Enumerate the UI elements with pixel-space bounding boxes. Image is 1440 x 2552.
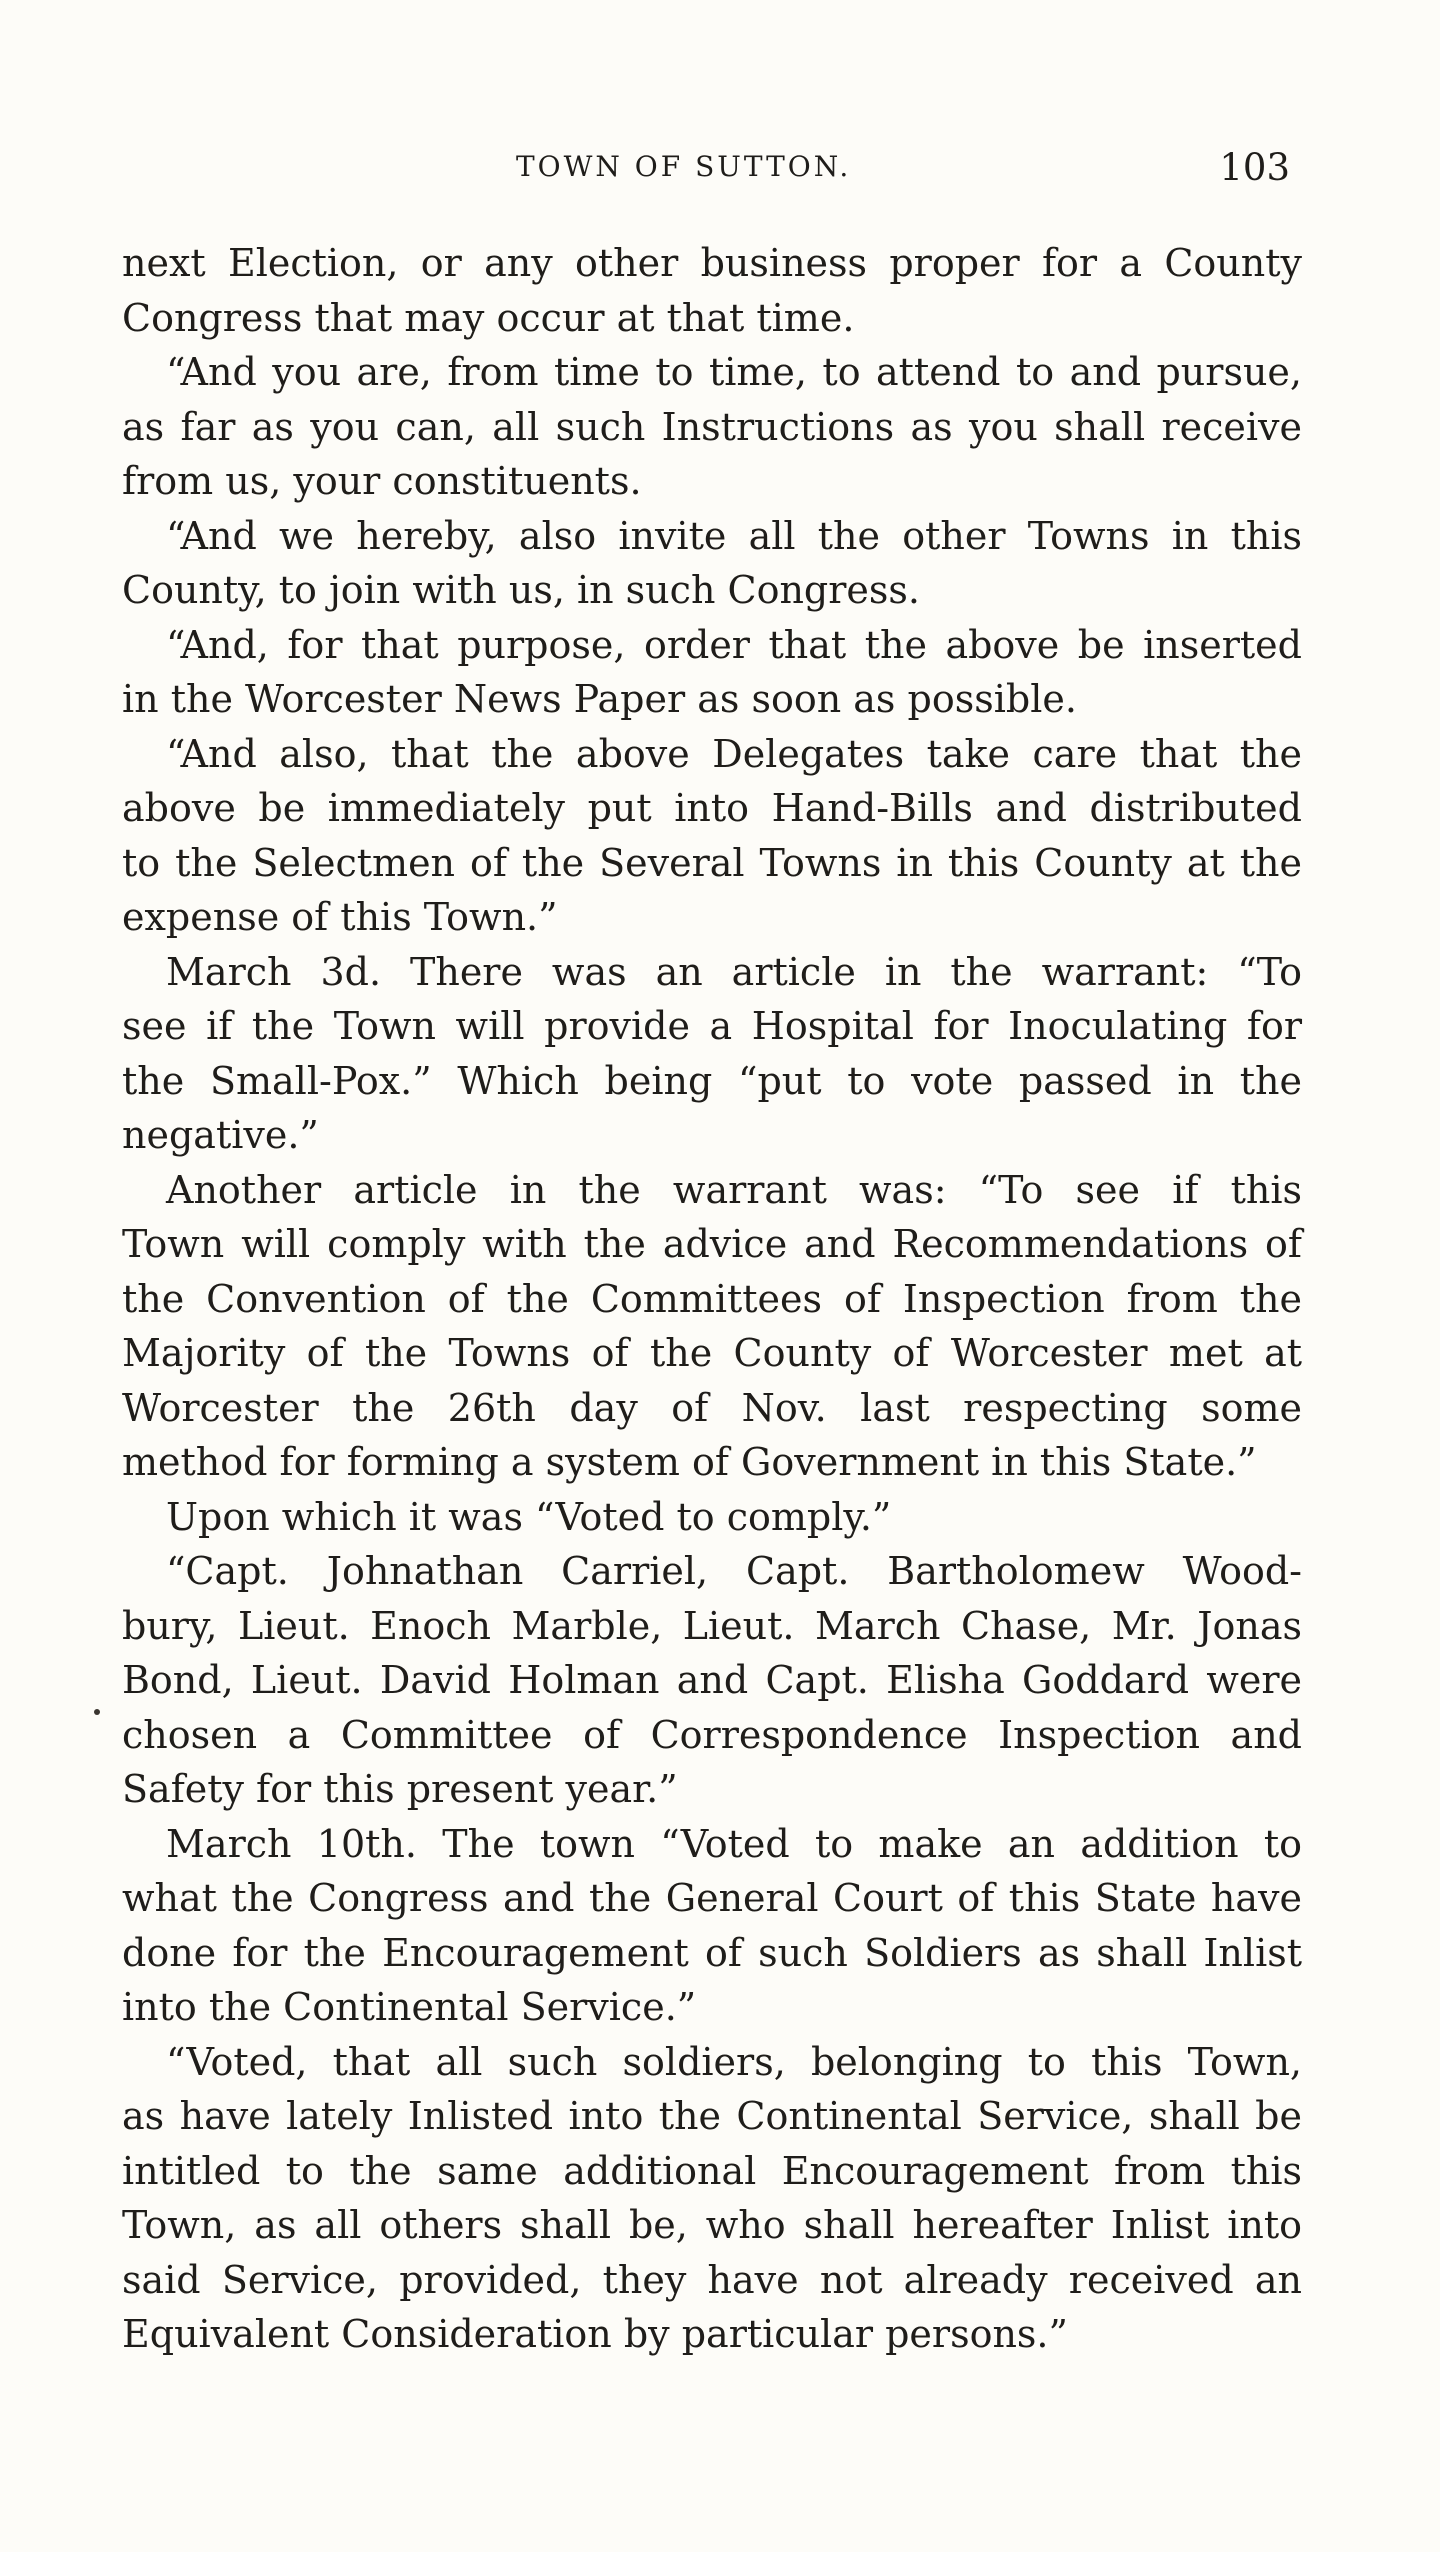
text-line: “And you are, from time to time, to attend to and pursue, (166, 350, 1302, 394)
text-line: above be immediately put into Hand-Bills and distributed (122, 786, 1302, 830)
text-line: March 3d. There was an article in the warrant: “To (166, 949, 1302, 994)
text-line: Congress that may occur at that time. (122, 295, 855, 340)
text-line: Town will comply with the advice and Recommendations of (122, 1222, 1302, 1266)
text-line: the Small-Pox.” Which being “put to vote passed in the (122, 1058, 1302, 1103)
text-line: from us, your constituents. (122, 459, 642, 503)
text-line: said Service, provided, they have not already received an (122, 2257, 1302, 2302)
text-line: as far as you can, all such Instructions as you shall receive (122, 404, 1302, 449)
text-line: intitled to the same additional Encouragement from this (122, 2148, 1302, 2193)
text-line: March 10th. The town “Voted to make an addition to (166, 1821, 1302, 1866)
margin-mark (94, 1709, 100, 1715)
text-line: in the Worcester News Paper as soon as possible. (122, 677, 1077, 721)
text-line: see if the Town will provide a Hospital for Inoculating for (122, 1004, 1302, 1048)
text-line: done for the Encouragement of such Soldiers as shall Inlist (122, 1930, 1302, 1975)
text-line: “And, for that purpose, order that the above be inserted (166, 622, 1302, 667)
text-line: Worcester the 26th day of Nov. last respecting some (122, 1385, 1302, 1430)
body-text (122, 236, 1302, 2362)
text-line: Safety for this present year.” (122, 1767, 678, 1811)
text-line: Equivalent Consideration by particular persons.” (122, 2312, 1068, 2356)
text-line: expense of this Town.” (122, 895, 558, 939)
text-line: Bond, Lieut. David Holman and Capt. Elisha Goddard were (122, 1658, 1302, 1702)
text-line: what the Congress and the General Court of this State have (122, 1876, 1302, 1920)
text-line: chosen a Committee of Correspondence Inspection and (122, 1712, 1302, 1757)
text-line: bury, Lieut. Enoch Marble, Lieut. March Chase, Mr. Jonas (122, 1603, 1302, 1648)
running-title: TOWN OF SUTTON. (516, 150, 852, 183)
text-line: County, to join with us, in such Congress. (122, 568, 920, 612)
text-line: Upon which it was “Voted to comply.” (166, 1494, 892, 1539)
text-line: next Election, or any other business proper for a County (122, 241, 1302, 285)
text-line: negative.” (122, 1113, 319, 1157)
text-line: Majority of the Towns of the County of Worcester met at (122, 1331, 1302, 1375)
text-line: “Voted, that all such soldiers, belonging to this Town, (166, 2039, 1302, 2084)
text-line: Town, as all others shall be, who shall hereafter Inlist into (122, 2203, 1302, 2247)
text-line: into the Continental Service.” (122, 1985, 697, 2029)
running-header (0, 146, 1440, 200)
page-number: 103 (1219, 146, 1290, 189)
text-line: “And we hereby, also invite all the other Towns in this (166, 513, 1302, 558)
text-line: method for forming a system of Government in this State.” (122, 1440, 1257, 1484)
text-line: “Capt. Johnathan Carriel, Capt. Bartholomew Wood- (166, 1549, 1302, 1593)
text-line: as have lately Inlisted into the Continental Service, shall be (122, 2094, 1302, 2138)
text-line: the Convention of the Committees of Inspection from the (122, 1276, 1302, 1321)
text-line: to the Selectmen of the Several Towns in this County at the (122, 840, 1302, 885)
text-line: Another article in the warrant was: “To see if this (166, 1167, 1302, 1212)
text-line: “And also, that the above Delegates take care that the (166, 731, 1302, 776)
